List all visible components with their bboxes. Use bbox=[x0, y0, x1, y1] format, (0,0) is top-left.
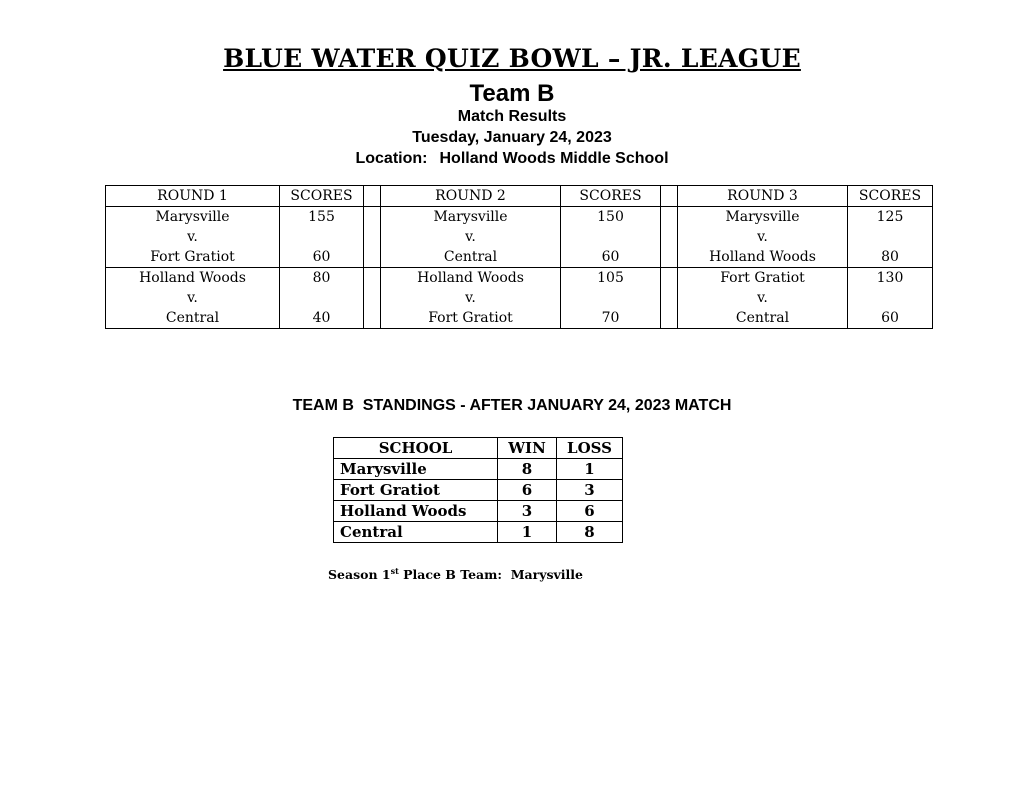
column-gap bbox=[364, 227, 381, 247]
table-row bbox=[106, 288, 933, 308]
score-cell bbox=[561, 288, 661, 308]
loss-cell: 6 bbox=[557, 501, 623, 522]
round-3-scores-header: SCORES bbox=[848, 186, 933, 207]
table-row bbox=[334, 459, 623, 480]
standings-title: TEAM B STANDINGS - AFTER JANUARY 24, 2023 MATCH bbox=[292, 397, 732, 414]
column-gap bbox=[661, 268, 678, 289]
table-row bbox=[106, 207, 933, 228]
win-cell: 6 bbox=[498, 480, 557, 501]
score-cell: 155 bbox=[280, 207, 364, 228]
match-location bbox=[0, 150, 1024, 168]
score-cell: 40 bbox=[280, 308, 364, 329]
score-cell: 70 bbox=[561, 308, 661, 329]
round-2-header: ROUND 2 bbox=[381, 186, 561, 207]
school-header: SCHOOL bbox=[334, 438, 498, 459]
team-cell: Marysville bbox=[678, 207, 848, 228]
team-cell: Marysville bbox=[381, 207, 561, 228]
win-cell: 3 bbox=[498, 501, 557, 522]
score-cell: 150 bbox=[561, 207, 661, 228]
column-gap bbox=[661, 186, 678, 207]
versus-cell: v. bbox=[678, 227, 848, 247]
score-cell: 60 bbox=[848, 308, 933, 329]
table-row bbox=[106, 227, 933, 247]
score-cell: 125 bbox=[848, 207, 933, 228]
score-cell: 105 bbox=[561, 268, 661, 289]
versus-cell: v. bbox=[381, 288, 561, 308]
team-cell: Fort Gratiot bbox=[678, 268, 848, 289]
team-cell: Central bbox=[381, 247, 561, 268]
loss-cell: 1 bbox=[557, 459, 623, 480]
table-row bbox=[106, 308, 933, 329]
round-3-header: ROUND 3 bbox=[678, 186, 848, 207]
table-row bbox=[106, 247, 933, 268]
standings-table bbox=[333, 437, 623, 543]
team-cell: Fort Gratiot bbox=[381, 308, 561, 329]
league-title: BLUE WATER QUIZ BOWL – JR. LEAGUE bbox=[223, 44, 801, 73]
score-cell bbox=[561, 227, 661, 247]
season-middle: Place B Team: bbox=[398, 567, 511, 583]
column-gap bbox=[364, 186, 381, 207]
score-cell: 60 bbox=[561, 247, 661, 268]
win-header: WIN bbox=[498, 438, 557, 459]
results-header-row bbox=[106, 186, 933, 207]
team-cell: Central bbox=[106, 308, 280, 329]
score-cell bbox=[280, 288, 364, 308]
team-cell: Marysville bbox=[106, 207, 280, 228]
round-1-header: ROUND 1 bbox=[106, 186, 280, 207]
match-results-subtitle: Match Results bbox=[457, 108, 567, 125]
table-row bbox=[334, 501, 623, 522]
versus-cell: v. bbox=[678, 288, 848, 308]
team-title: Team B bbox=[469, 80, 555, 107]
score-cell: 80 bbox=[280, 268, 364, 289]
team-cell: Fort Gratiot bbox=[106, 247, 280, 268]
score-cell: 130 bbox=[848, 268, 933, 289]
location-value: Holland Woods Middle School bbox=[439, 150, 669, 167]
ordinal-suffix: st bbox=[390, 566, 399, 576]
column-gap bbox=[661, 247, 678, 268]
round-1-scores-header: SCORES bbox=[280, 186, 364, 207]
round-2-scores-header: SCORES bbox=[561, 186, 661, 207]
score-cell bbox=[848, 227, 933, 247]
column-gap bbox=[364, 207, 381, 228]
column-gap bbox=[364, 288, 381, 308]
season-winner-line bbox=[328, 566, 728, 582]
team-cell: Holland Woods bbox=[106, 268, 280, 289]
team-cell: Holland Woods bbox=[678, 247, 848, 268]
win-cell: 1 bbox=[498, 522, 557, 543]
score-cell: 80 bbox=[848, 247, 933, 268]
score-cell bbox=[848, 288, 933, 308]
loss-header: LOSS bbox=[557, 438, 623, 459]
win-cell: 8 bbox=[498, 459, 557, 480]
school-cell: Central bbox=[334, 522, 498, 543]
column-gap bbox=[661, 308, 678, 329]
team-cell: Central bbox=[678, 308, 848, 329]
match-results-table bbox=[105, 185, 933, 329]
standings-header-row bbox=[334, 438, 623, 459]
column-gap bbox=[364, 268, 381, 289]
school-cell: Holland Woods bbox=[334, 501, 498, 522]
versus-cell: v. bbox=[106, 227, 280, 247]
loss-cell: 8 bbox=[557, 522, 623, 543]
column-gap bbox=[661, 227, 678, 247]
table-row bbox=[334, 480, 623, 501]
season-team: Marysville bbox=[510, 567, 583, 583]
column-gap bbox=[661, 288, 678, 308]
school-cell: Marysville bbox=[334, 459, 498, 480]
location-label: Location: bbox=[355, 150, 428, 167]
column-gap bbox=[364, 308, 381, 329]
score-cell: 60 bbox=[280, 247, 364, 268]
team-cell: Holland Woods bbox=[381, 268, 561, 289]
column-gap bbox=[661, 207, 678, 228]
school-cell: Fort Gratiot bbox=[334, 480, 498, 501]
versus-cell: v. bbox=[106, 288, 280, 308]
loss-cell: 3 bbox=[557, 480, 623, 501]
table-row bbox=[106, 268, 933, 289]
score-cell bbox=[280, 227, 364, 247]
column-gap bbox=[364, 247, 381, 268]
versus-cell: v. bbox=[381, 227, 561, 247]
season-prefix: Season 1 bbox=[328, 567, 391, 583]
table-row bbox=[334, 522, 623, 543]
match-date: Tuesday, January 24, 2023 bbox=[412, 129, 612, 146]
